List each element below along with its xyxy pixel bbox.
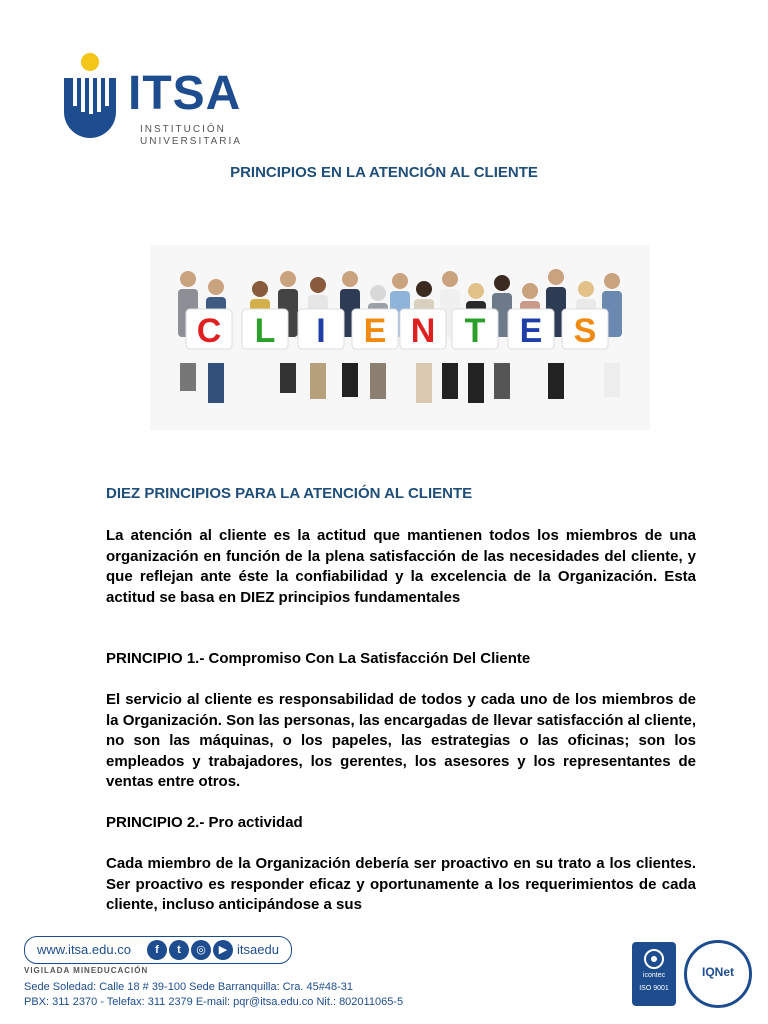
logo-wordmark: ITSA	[128, 67, 242, 120]
letter-e: E	[363, 312, 387, 350]
letter-t: T	[464, 312, 486, 350]
logo-subtitle-1: INSTITUCIÓN	[140, 124, 226, 135]
page-title: PRINCIPIOS EN LA ATENCIÓN AL CLIENTE	[230, 164, 538, 181]
vigilada-label: VIGILADA MINEDUCACIÓN	[24, 966, 149, 975]
address-line: Sede Soledad: Calle 18 # 39-100 Sede Barranquilla: Cra. 45#48-31	[24, 981, 354, 993]
iqnet-certification	[684, 940, 752, 1008]
social-handle[interactable]: itsaedu	[237, 942, 279, 957]
letter-n: N	[410, 312, 436, 350]
letter-c: C	[196, 312, 222, 350]
icontec-certification	[632, 942, 676, 1006]
logo-subtitle-2: UNIVERSITARIA	[140, 136, 242, 147]
principle-1-title: PRINCIPIO 1.- Compromiso Con La Satisfacción Del Cliente	[106, 650, 531, 667]
letter-e2: E	[519, 312, 543, 350]
section-title: DIEZ PRINCIPIOS PARA LA ATENCIÓN AL CLIENTE	[106, 485, 473, 502]
instagram-icon[interactable]: ◎	[191, 940, 211, 960]
itsa-logo	[62, 52, 252, 152]
twitter-icon[interactable]: t	[169, 940, 189, 960]
clientes-photo	[150, 245, 650, 430]
facebook-icon[interactable]: f	[147, 940, 167, 960]
intro-paragraph: La atención al cliente es la actitud que mantienen todos los miembros de una organización en función de la plena satisfacción de las necesidades del cliente, y que reflejan ante éste la confiabilidad y la excelencia de la Organización. Esta actitud se basa en DIEZ principios fundamentales	[106, 527, 696, 606]
icontec-standard: ISO 9001	[639, 985, 669, 992]
youtube-icon[interactable]: ▶	[213, 940, 233, 960]
iqnet-name: IQNet	[701, 965, 734, 979]
principle-2-title: PRINCIPIO 2.- Pro actividad	[106, 814, 303, 831]
letter-s: S	[573, 312, 597, 350]
website-bar	[24, 936, 292, 964]
contact-line: PBX: 311 2370 - Telefax: 311 2379 E-mail: pqr@itsa.edu.co Nit.: 802011065-5	[24, 996, 404, 1008]
footer	[20, 932, 760, 1017]
principle-2-text: Cada miembro de la Organización debería ser proactivo en su trato a los clientes. Ser proactivo es responder eficaz y oportunamente a los requerimientos de cada cliente, incluso anticipándose a sus	[106, 855, 696, 913]
logo-emblem-icon	[62, 52, 122, 148]
principle-1-text: El servicio al cliente es responsabilidad de todos y cada uno de los miembros de la Organización. Son las personas, las encargadas de llevar satisfacción al cliente, no son las máquinas, o los papeles, las estrategias o las oficinas; son los empleados y trabajadores, los gerentes, los asesores y los representantes de ventas entre otros.	[106, 691, 696, 790]
website-link[interactable]: www.itsa.edu.co	[37, 942, 131, 957]
letter-i: I	[316, 312, 326, 350]
icontec-name: icontec	[642, 972, 666, 979]
letter-l: L	[254, 312, 276, 350]
clientes-letter-cards	[186, 309, 608, 349]
icontec-logo-icon	[643, 948, 665, 970]
